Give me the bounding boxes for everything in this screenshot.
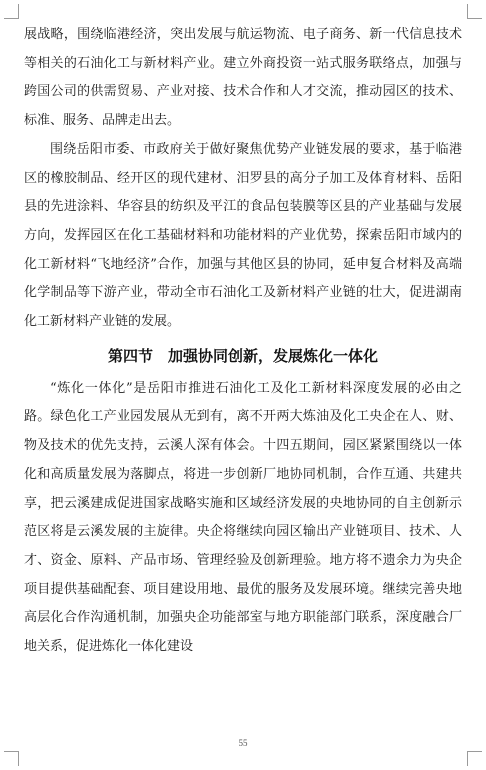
paragraph-industry-chain: 围绕岳阳市委、市政府关于做好聚焦优势产业链发展的要求，基于临港区的橡胶制品、经开区的现代建材、汨罗县的高分子加工及体育材料、岳阳县的先进涂料、华容县的纺织及平江的食品包装膜等区县的产业基础与发展方向，发挥园区在化工基础材料和功能材料的产业优势，探索岳阳市域内的化工新材料“飞地经济”合作，加强与其他区县的协同，延申复合材料及高端化学制品等下游产业，带动全市石油化工及新材料产业链的壮大，促进湖南化工新材料产业链的发展。 xyxy=(24,141,462,330)
page-body xyxy=(24,21,462,662)
paragraph-strategy-continuation: 展战略，围绕临港经济，突出发展与航运物流、电子商务、新一代信息技术等相关的石油化工与新材料产业。建立外商投资一站式服务联络点，加强与跨国公司的供需贸易、产业对接、技术合作和人才交流，推动园区的技术、标准、服务、品牌走出去。 xyxy=(24,27,462,129)
crop-mark-top-right xyxy=(467,4,482,19)
crop-mark-bottom-right xyxy=(467,751,482,766)
paragraph-refining-integration: “炼化一体化”是岳阳市推进石油化工及化工新材料深度发展的必由之路。绿色化工产业园发展从无到有，离不开两大炼油及化工央企在人、财、物及技术的优先支持，云溪人深有体会。十四五期间，园区紧紧围绕以一体化和高质量发展为落脚点，将进一步创新厂地协同机制，合作互通、共建共享，把云溪建成促进国家战略实施和区域经济发展的央地协同的自主创新示范区将是云溪发展的主旋律。央企将继续向园区输出产业链项目、技术、人才、资金、原料、产品市场、管理经验及创新理验。地方将不遗余力为央企项目提供基础配套、项目建设用地、最优的服务及发展环境。继续完善央地高层化合作沟通机制，加强央企功能部室与地方职能部门联系，深度融合厂地关系，促进炼化一体化建设 xyxy=(24,380,462,655)
section-heading: 第四节 加强协同创新，发展炼化一体化 xyxy=(107,346,378,365)
crop-mark-bottom-left xyxy=(4,751,19,766)
page-number: 55 xyxy=(238,738,248,748)
crop-mark-top-left xyxy=(4,4,19,19)
